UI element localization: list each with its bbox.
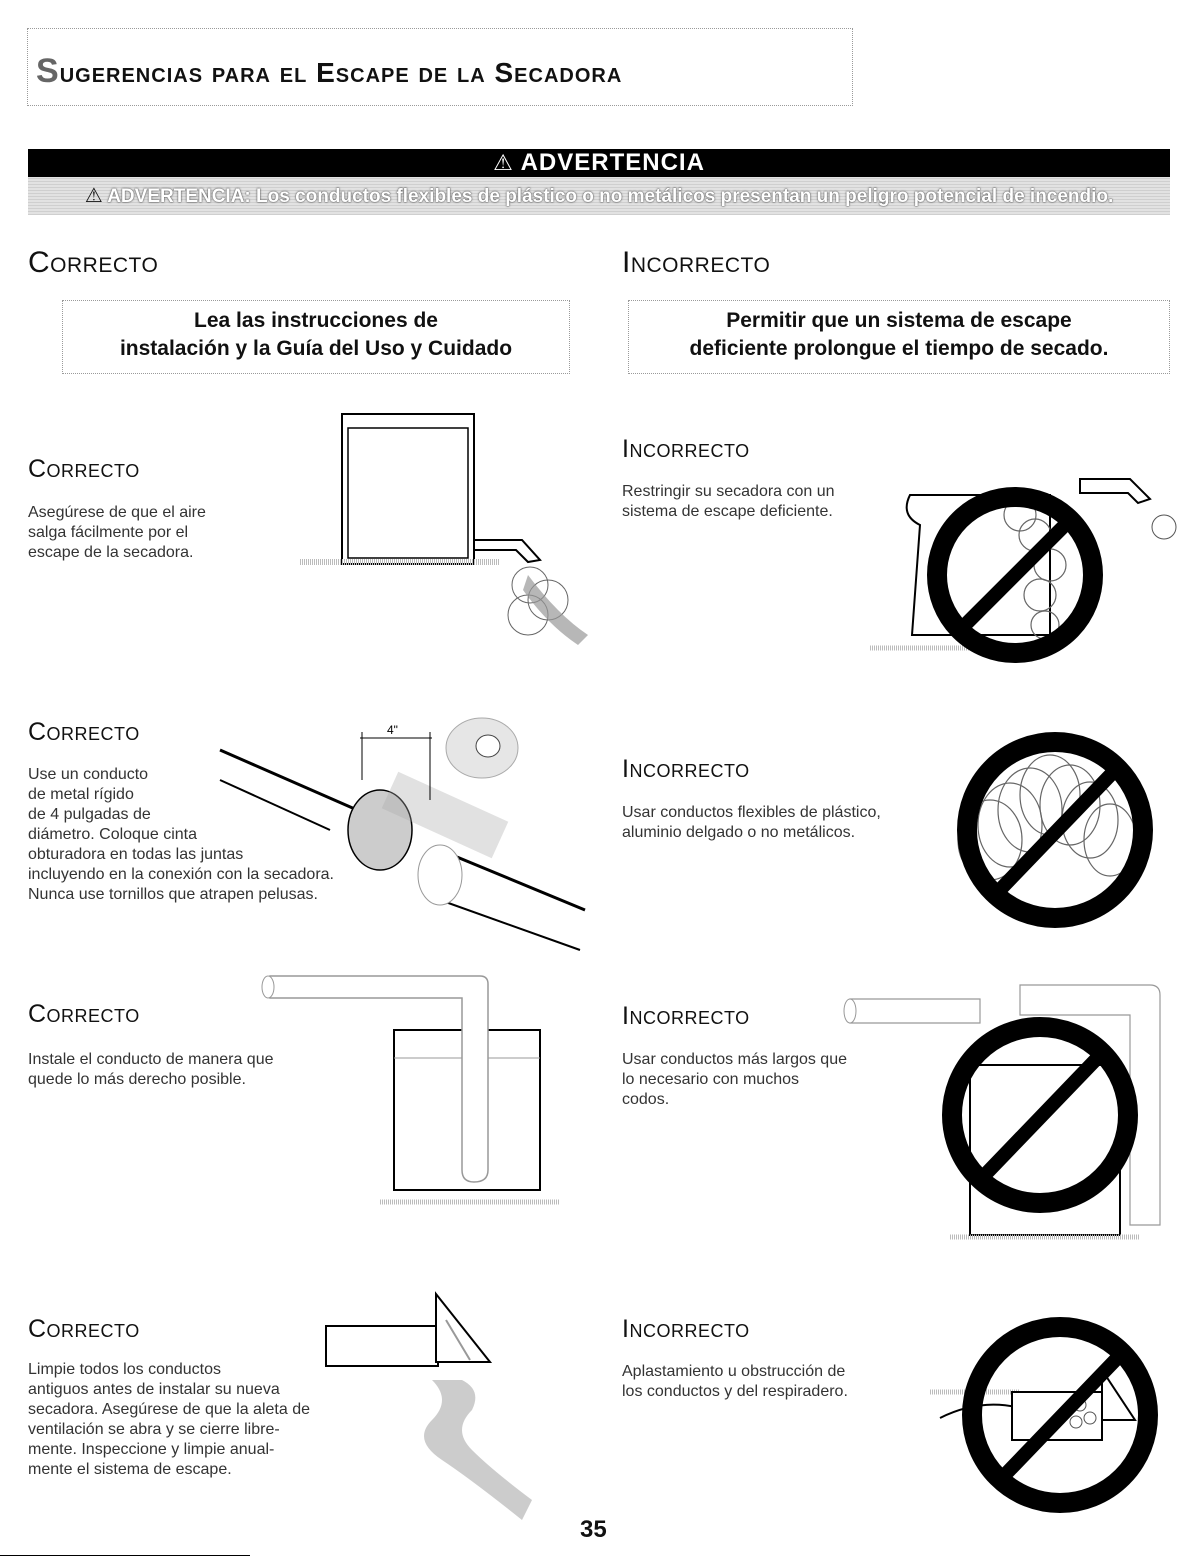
flexible-duct-illustration bbox=[950, 720, 1150, 920]
text-line: los conductos y del respiradero. bbox=[622, 1383, 848, 1400]
text-line: de 4 pulgadas de bbox=[28, 806, 151, 823]
text-line: Usar conductos más largos que bbox=[622, 1051, 847, 1068]
text-line: mente. Inspeccione y limpie anual- bbox=[28, 1441, 275, 1458]
warning-triangle-icon: ⚠ bbox=[493, 150, 514, 175]
item-heading: Incorrecto bbox=[622, 755, 750, 783]
item-text bbox=[28, 1050, 274, 1090]
text-line: Nunca use tornillos que atrapen pelusas. bbox=[28, 886, 318, 903]
footer-rule bbox=[0, 1555, 250, 1556]
text-line: incluyendo en la conexión con la secadora. bbox=[28, 866, 334, 883]
warning-bar-label: ADVERTENCIA bbox=[520, 149, 705, 176]
dryer-vent-illustration bbox=[290, 410, 620, 670]
text-line: quede lo más derecho posible. bbox=[28, 1071, 246, 1088]
item-text bbox=[622, 803, 881, 843]
item-heading: Correcto bbox=[28, 1315, 140, 1343]
page-number: 35 bbox=[580, 1516, 607, 1543]
left-box-line2: instalación y la Guía del Uso y Cuidado bbox=[119, 337, 513, 360]
text-line: ventilación se abra y se cierre libre- bbox=[28, 1421, 280, 1438]
title-initial: S bbox=[36, 52, 60, 90]
text-line: obturadora en todas las juntas bbox=[28, 846, 244, 863]
text-line: aluminio delgado o no metálicos. bbox=[622, 824, 856, 841]
item-heading: Incorrecto bbox=[622, 1315, 750, 1343]
text-line: diámetro. Coloque cinta bbox=[28, 826, 197, 843]
vent-hood-illustration bbox=[320, 1290, 580, 1520]
item-text bbox=[28, 503, 206, 563]
warning-bar bbox=[28, 149, 1170, 177]
item-text bbox=[28, 1360, 310, 1480]
long-duct-illustration bbox=[840, 975, 1170, 1245]
text-line: secadora. Asegúrese de que la aleta de bbox=[28, 1401, 310, 1418]
left-instruction-box bbox=[62, 300, 570, 374]
restricted-exhaust-illustration bbox=[870, 465, 1190, 665]
text-line: mente el sistema de escape. bbox=[28, 1461, 232, 1478]
title-text: ugerencias para el Escape de la Secadora bbox=[59, 57, 623, 88]
left-box-line1: Lea las instrucciones de bbox=[194, 309, 438, 332]
item-heading: Correcto bbox=[28, 718, 140, 746]
text-line: Asegúrese de que el aire bbox=[28, 504, 206, 521]
item-heading: Correcto bbox=[28, 455, 140, 483]
warning-strip bbox=[28, 177, 1170, 215]
crushed-duct-illustration bbox=[930, 1300, 1170, 1530]
left-column-header: Correcto bbox=[28, 246, 159, 279]
text-line: Aplastamiento u obstrucción de bbox=[622, 1363, 846, 1380]
warning-text: ADVERTENCIA: Los conductos flexibles de plástico o no metálicos presentan un peligro potencial de incendio. bbox=[107, 186, 1114, 207]
rigid-duct-illustration bbox=[210, 720, 590, 920]
text-line: de metal rígido bbox=[28, 786, 134, 803]
text-line: antiguos antes de instalar su nueva bbox=[28, 1381, 280, 1398]
text-line: Use un conducto bbox=[28, 766, 149, 783]
item-heading: Correcto bbox=[28, 1000, 140, 1028]
right-column-header: Incorrecto bbox=[622, 246, 771, 279]
warning-triangle-icon: ⚠ bbox=[84, 185, 103, 207]
dimension-label: 4" bbox=[387, 723, 398, 737]
prohibited-icon bbox=[952, 1027, 1128, 1203]
item-text bbox=[622, 1050, 847, 1110]
item-heading: Incorrecto bbox=[622, 1002, 750, 1030]
page-title bbox=[36, 52, 622, 91]
text-line: Instale el conducto de manera que bbox=[28, 1051, 274, 1068]
text-line: Limpie todos los conductos bbox=[28, 1361, 221, 1378]
item-text bbox=[622, 482, 835, 522]
text-line: sistema de escape deficiente. bbox=[622, 503, 833, 520]
text-line: Restringir su secadora con un bbox=[622, 483, 835, 500]
straight-duct-illustration bbox=[370, 970, 570, 1210]
text-line: salga fácilmente por el bbox=[28, 524, 189, 541]
right-instruction-box bbox=[628, 300, 1170, 374]
text-line: escape de la secadora. bbox=[28, 544, 194, 561]
right-box-line1: Permitir que un sistema de escape bbox=[726, 309, 1072, 332]
text-line: codos. bbox=[622, 1091, 670, 1108]
text-line: lo necesario con muchos bbox=[622, 1071, 799, 1088]
text-line: Usar conductos flexibles de plástico, bbox=[622, 804, 881, 821]
right-box-line2: deficiente prolongue el tiempo de secado. bbox=[689, 337, 1109, 360]
item-text bbox=[622, 1362, 848, 1402]
item-heading: Incorrecto bbox=[622, 435, 750, 463]
